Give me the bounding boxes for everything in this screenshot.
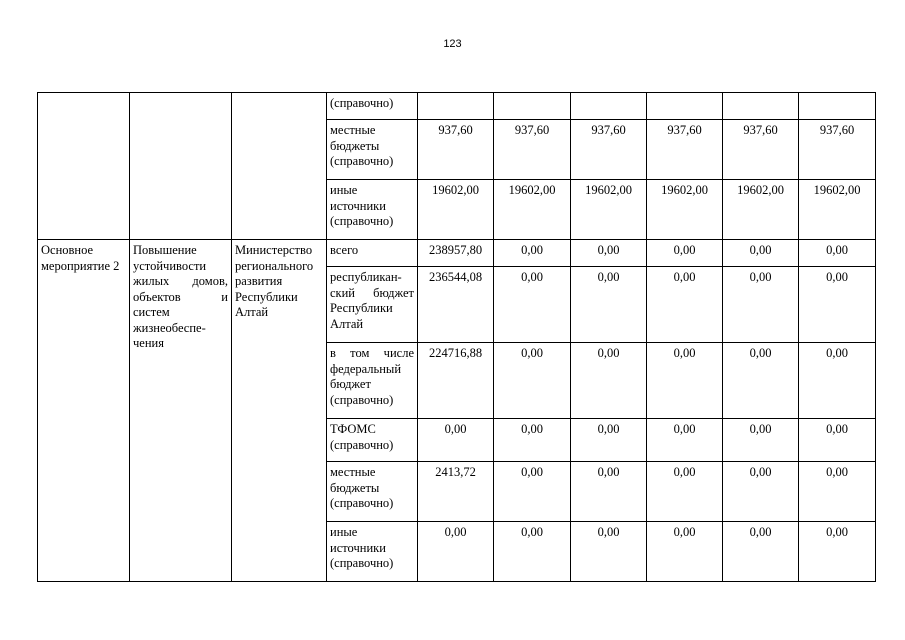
funding-source-cell: местные бюджеты (справочно)	[327, 120, 418, 180]
value-cell	[494, 93, 571, 120]
value-cell	[571, 93, 647, 120]
value-cell: 0,00	[723, 522, 799, 582]
funding-source-cell: ТФОМС (справочно)	[327, 419, 418, 462]
table-row	[38, 240, 876, 267]
value-cell: 0,00	[571, 267, 647, 343]
value-cell: 0,00	[418, 419, 494, 462]
value-cell: 937,60	[647, 120, 723, 180]
funding-source-cell: иные источники (справочно)	[327, 522, 418, 582]
budget-table	[37, 92, 876, 582]
value-cell: 937,60	[723, 120, 799, 180]
value-cell: 0,00	[799, 419, 876, 462]
value-cell: 0,00	[571, 522, 647, 582]
value-cell: 0,00	[494, 462, 571, 522]
value-cell: 238957,80	[418, 240, 494, 267]
measure-goal-cell	[130, 93, 232, 240]
table-row	[38, 93, 876, 120]
value-cell: 0,00	[799, 240, 876, 267]
value-cell: 937,60	[494, 120, 571, 180]
value-cell	[418, 93, 494, 120]
value-cell: 0,00	[799, 462, 876, 522]
value-cell: 0,00	[647, 419, 723, 462]
value-cell: 0,00	[647, 343, 723, 419]
value-cell: 0,00	[571, 343, 647, 419]
value-cell: 2413,72	[418, 462, 494, 522]
measure-goal-cell: Повышение устойчивости жилых домов, объектов и систем жизнеобеспе-чения	[130, 240, 232, 582]
value-cell: 0,00	[799, 343, 876, 419]
measure-name-cell	[38, 93, 130, 240]
funding-source-cell: в том числе федеральный бюджет (справочно)	[327, 343, 418, 419]
page-number: 123	[443, 38, 462, 50]
funding-source-cell: (справочно)	[327, 93, 418, 120]
executor-cell	[232, 93, 327, 240]
value-cell: 19602,00	[799, 180, 876, 240]
value-cell: 19602,00	[494, 180, 571, 240]
value-cell: 0,00	[494, 267, 571, 343]
value-cell: 0,00	[647, 240, 723, 267]
value-cell: 0,00	[418, 522, 494, 582]
funding-source-cell: республикан-ский бюджет Республики Алтай	[327, 267, 418, 343]
executor-cell: Министерство регионального развития Республики Алтай	[232, 240, 327, 582]
value-cell: 0,00	[571, 240, 647, 267]
value-cell: 0,00	[571, 462, 647, 522]
value-cell	[723, 93, 799, 120]
value-cell: 0,00	[723, 462, 799, 522]
value-cell: 19602,00	[571, 180, 647, 240]
funding-source-cell: всего	[327, 240, 418, 267]
value-cell: 0,00	[799, 522, 876, 582]
funding-source-cell: иные источники (справочно)	[327, 180, 418, 240]
value-cell: 19602,00	[723, 180, 799, 240]
funding-source-cell: местные бюджеты (справочно)	[327, 462, 418, 522]
value-cell	[799, 93, 876, 120]
value-cell: 224716,88	[418, 343, 494, 419]
value-cell: 0,00	[723, 419, 799, 462]
value-cell: 236544,08	[418, 267, 494, 343]
value-cell	[647, 93, 723, 120]
value-cell: 19602,00	[647, 180, 723, 240]
value-cell: 0,00	[647, 522, 723, 582]
value-cell: 0,00	[647, 267, 723, 343]
value-cell: 0,00	[723, 343, 799, 419]
measure-name-cell: Основное мероприятие 2	[38, 240, 130, 582]
value-cell: 19602,00	[418, 180, 494, 240]
value-cell: 0,00	[494, 522, 571, 582]
value-cell: 0,00	[494, 419, 571, 462]
value-cell: 937,60	[418, 120, 494, 180]
value-cell: 0,00	[494, 343, 571, 419]
value-cell: 0,00	[494, 240, 571, 267]
value-cell: 937,60	[571, 120, 647, 180]
value-cell: 0,00	[799, 267, 876, 343]
value-cell: 0,00	[723, 240, 799, 267]
value-cell: 0,00	[571, 419, 647, 462]
value-cell: 0,00	[723, 267, 799, 343]
value-cell: 937,60	[799, 120, 876, 180]
value-cell: 0,00	[647, 462, 723, 522]
